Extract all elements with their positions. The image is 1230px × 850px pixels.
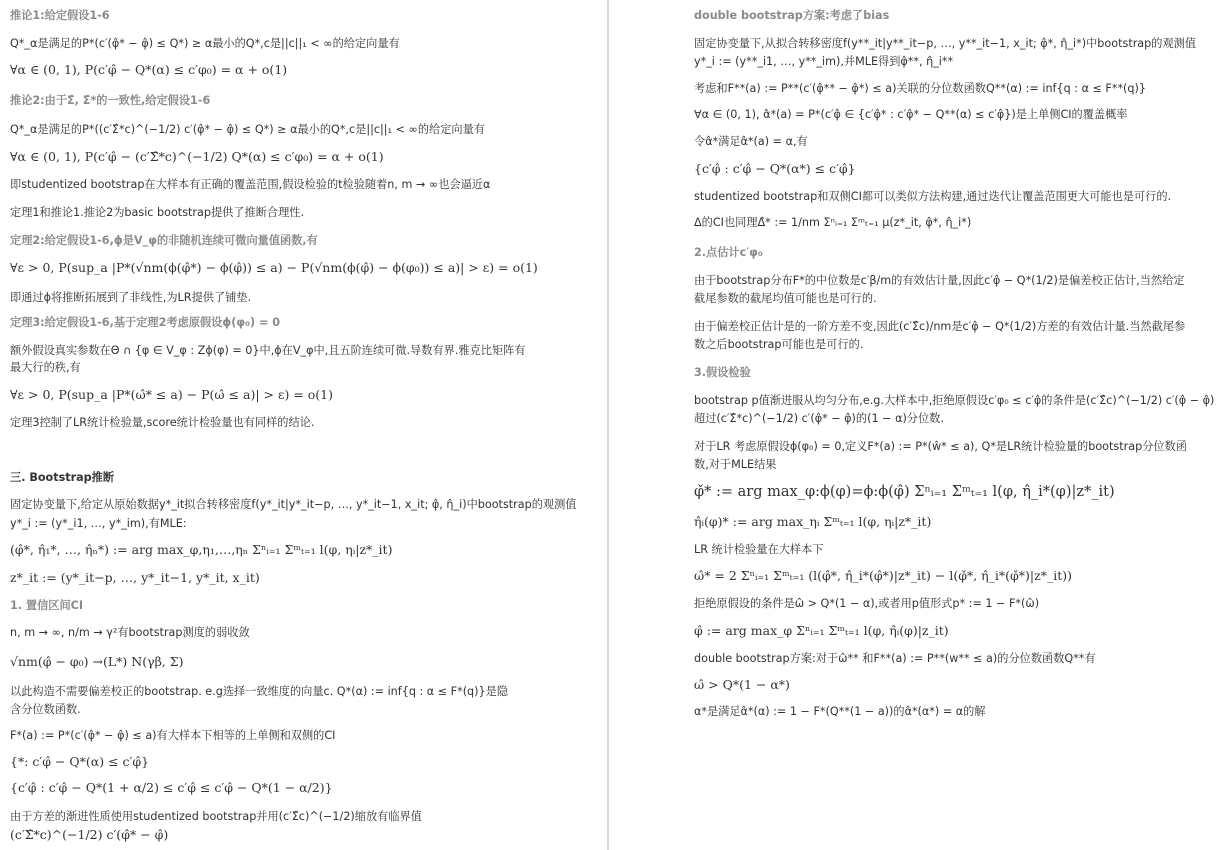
- alpha-hat-condition: 令α̂*满足α̂*(a) = α,有: [694, 135, 808, 148]
- bootstrap-obs-line-cont: y*_i := (y*_i1, …, y*_im),有MLE:: [10, 517, 187, 530]
- median-estimator-note-cont: 截尾参数的截尾均值可能也是可行的.: [694, 292, 877, 305]
- rejection-condition: 拒绝原假设的条件是ω̂ > Q*(1 − α),或者用p值形式p* := 1 − F*(ω̂): [694, 597, 1040, 610]
- mle-formula: (φ̂*, η̂₁*, …, η̂ₙ*) := arg max_φ,η₁,…,ηₙ Σⁿᵢ₌₁ Σᵐₜ₌₁ l(φ, ηᵢ|z*_it): [10, 542, 393, 557]
- F-star-definition: F*(a) := P*(c′(φ̂* − φ̂) ≤ a)有大样本下相等的上单侧和双侧的CI: [10, 729, 336, 742]
- median-estimator-note: 由于bootstrap分布F*的中位数是c′β/m的有效估计量,因此c′φ̂ − Q*(1/2)是偏差校正估计,当然给定: [694, 274, 1185, 287]
- corollary-2-heading: 推论2:由于Σ̂, Σ̂*的一致性,给定假设1-6: [10, 94, 211, 107]
- p-value-note: bootstrap p值渐进服从均匀分布,e.g.大样本中,拒绝原假设c′φ₀ ≤ c′φ̂的条件是(c′Σ̂c)^(−1/2) c′(φ̂ − φ̂): [694, 394, 1215, 407]
- coverage-probability: ∀α ∈ (0, 1), α̂*(a) = P*(c′φ̂ ∈ {c′φ̂* : c′φ̂* − Q**(α) ≤ c′φ̂})是上单侧CI的覆盖概率: [694, 108, 1128, 121]
- bootstrap-obs-line: 固定协变量下,给定从原始数据y*_it拟合转移密度f(y*_it|y*_it−p, …, y*_it−1, x_it; φ̂, η̂_i)中bootstrap的观测值: [10, 498, 577, 511]
- double-bootstrap-lr: double bootstrap方案:对于ω̂** 和F**(a) := P**(w** ≤ a)的分位数函数Q**有: [694, 652, 1096, 665]
- constrained-mle-formula: φ̌* := arg max_φ:ϕ(φ)=ϕ:ϕ(φ̂) Σⁿᵢ₌₁ Σᵐₜ₌₁ l(φ, η̂_i*(φ)|z*_it): [694, 484, 1115, 500]
- phi-hat-formula: φ̂ := arg max_φ Σⁿᵢ₌₁ Σᵐₜ₌₁ l(φ, η̂ᵢ(φ)|z_it): [694, 623, 949, 638]
- studentized-scaling-note: 由于方差的渐进性质使用studentized bootstrap并用(c′Σ̂c)^(−1/2)缩放有临界值: [10, 810, 422, 823]
- double-bootstrap-heading: double bootstrap方案:考虑了bias: [694, 9, 890, 22]
- eta-hat-formula: η̂ᵢ(φ)* := arg max_ηᵢ Σᵐₜ₌₁ l(φ, ηᵢ|z*_it): [694, 514, 932, 529]
- iteration-note: studentized bootstrap和双侧CI都可以类似方法构建,通过迭代让覆盖范围更大可能也是可行的.: [694, 190, 1172, 203]
- critical-value-formula: (c′Σ̂*c)^(−1/2) c′(φ̂* − φ̂): [10, 827, 169, 842]
- two-sided-ci: {c′φ̂ : c′φ̂ − Q*(1 + α/2) ≤ c′φ̂ ≤ c′φ̂ − Q*(1 − α/2)}: [10, 780, 333, 795]
- asymptotic-normal-formula: √nm(φ̂ − φ₀) →(L*) N(γβ, Σ): [10, 654, 184, 669]
- lr-statistic-formula: ω̂* = 2 Σⁿᵢ₌₁ Σᵐₜ₌₁ (l(φ̂*, η̂_i*(φ̂*)|z*_it) − l(φ̌*, η̂_i*(φ̌*)|z*_it)): [694, 568, 1072, 583]
- theorem-3-note: 定理3控制了LR统计检验量,score统计检验量也有同样的结论.: [10, 416, 315, 429]
- variance-note-cont: 数之后bootstrap可能也是可行的.: [694, 338, 864, 351]
- theorem-2-formula: ∀ε > 0, P(sup_a |P*(√nm(ϕ(φ̂*) − ϕ(φ̂)) ≤ a) − P(√nm(ϕ(φ̂) − ϕ(φ₀)) ≤ a)| > ε) = o(1): [10, 260, 538, 275]
- column-divider: [607, 0, 609, 850]
- lr-null-definition-cont: 数,对于MLE结果: [694, 458, 777, 471]
- one-sided-ci: {*: c′φ̂ − Q*(α) ≤ c′φ̂}: [10, 754, 150, 769]
- ci-heading: 1. 置信区间CI: [10, 599, 84, 612]
- studentized-note: 即studentized bootstrap在大样本有正确的覆盖范围,假设检验的t检验随着n, m → ∞也会逼近α: [10, 178, 491, 191]
- corollary-2-statement: Q*_α是满足的P*((c′Σ̂*c)^(−1/2) c′(φ̂* − φ̂) ≤ Q*) ≥ α最小的Q*,c是||c||₁ < ∞的给定向量有: [10, 123, 485, 136]
- double-bootstrap-obs-cont: y*_i := (y**_i1, …, y**_im),并MLE得到φ̂**, η̂_i**: [694, 55, 954, 68]
- corollary-1-heading: 推论1:给定假设1-6: [10, 9, 110, 22]
- left-column: [0, 0, 607, 850]
- Q-double-star-definition: 考虑和F**(a) := P**(c′(φ̂** − φ̂*) ≤ a)关联的分位数函数Q**(α) := inf{q : α ≤ F**(q)}: [694, 82, 1147, 95]
- alpha-star-solution: α*是满足α̂*(α) := 1 − F*(Q**(1 − a))的α̂*(α*) = α的解: [694, 705, 986, 718]
- corollary-1-statement: Q*_α是满足的P*(c′(φ̂* − φ̂) ≤ Q*) ≥ α最小的Q*,c是||c||₁ < ∞的给定向量有: [10, 37, 400, 50]
- point-estimate-heading: 2.点估计c′φ₀: [694, 246, 763, 259]
- corollary-1-formula: ∀α ∈ (0, 1), P(c′φ̂ − Q*(α) ≤ c′φ₀) = α + o(1): [10, 62, 288, 77]
- delta-ci: Δ的CI也同理Δ̂* := 1/nm Σⁿᵢ₌₁ Σᵐₜ₌₁ μ(z*_it, φ̂*, η̂_i*): [694, 216, 972, 229]
- weak-convergence-note: n, m → ∞, n/m → γ²有bootstrap测度的弱收敛: [10, 626, 250, 639]
- theorem-3-assumption: 额外假设真实参数在Θ ∩ {φ ∈ V_φ : Zϕ(φ) = 0}中,ϕ在V_φ中,且五阶连续可微.导数有界.雅克比矩阵有: [10, 344, 526, 357]
- right-column: [610, 0, 1230, 850]
- theorem-3-formula: ∀ε > 0, P(sup_a |P*(ω̂* ≤ a) − P(ω̂ ≤ a)| > ε) = o(1): [10, 387, 333, 402]
- theorem-3-assumption-cont: 最大行的秩,有: [10, 361, 81, 374]
- basic-bootstrap-note: 定理1和推论1.推论2为basic bootstrap提供了推断合理性.: [10, 206, 305, 219]
- lr-null-definition: 对于LR 考虑原假设ϕ(φ₀) = 0,定义F*(a) := P*(ŵ* ≤ a), Q*是LR统计检验量的bootstrap分位数函: [694, 440, 1187, 453]
- nonlinear-note: 即通过ϕ将推断拓展到了非线性,为LR提供了铺垫.: [10, 291, 252, 304]
- p-value-note-cont: 超过(c′Σ̂*c)^(−1/2) c′(φ̂* − φ̂)的(1 − α)分位数.: [694, 412, 944, 425]
- quantile-note: 以此构造不需要偏差校正的bootstrap. e.g选择一致维度的向量c. Q*(α) := inf{q : α ≤ F*(q)}是隐: [10, 685, 509, 698]
- lr-large-sample-note: LR 统计检验量在大样本下: [694, 543, 824, 556]
- double-bootstrap-obs: 固定协变量下,从拟合转移密度f(y**_it|y**_it−p, …, y**_it−1, x_it; φ̂*, η̂_i*)中bootstrap的观测值: [694, 37, 1197, 50]
- theorem-2-heading: 定理2:给定假设1-6,ϕ是V_φ的非随机连续可微向量值函数,有: [10, 234, 318, 247]
- z-definition: z*_it := (y*_it−p, …, y*_it−1, y*_it, x_it): [10, 570, 260, 585]
- variance-note: 由于偏差校正估计是的一阶方差不变,因此(c′Σ̂c)/nm是c′φ̂ − Q*(1/2)方差的有效估计量.当然截尾参: [694, 320, 1186, 333]
- section-3-heading: 三. Bootstrap推断: [10, 471, 115, 484]
- quantile-note-cont: 含分位数函数.: [10, 703, 81, 716]
- theorem-3-heading: 定理3:给定假设1-6,基于定理2考虑原假设ϕ(φ₀) = 0: [10, 316, 281, 329]
- hypothesis-test-heading: 3.假设检验: [694, 366, 751, 379]
- omega-condition: ω̂ > Q*(1 − α*): [694, 677, 790, 692]
- corollary-2-formula: ∀α ∈ (0, 1), P(c′φ̂ − (c′Σ̂*c)^(−1/2) Q*(α) ≤ c′φ₀) = α + o(1): [10, 149, 384, 164]
- double-bootstrap-ci: {c′φ̂ : c′φ̂ − Q*(α*) ≤ c′φ̂}: [694, 161, 856, 176]
